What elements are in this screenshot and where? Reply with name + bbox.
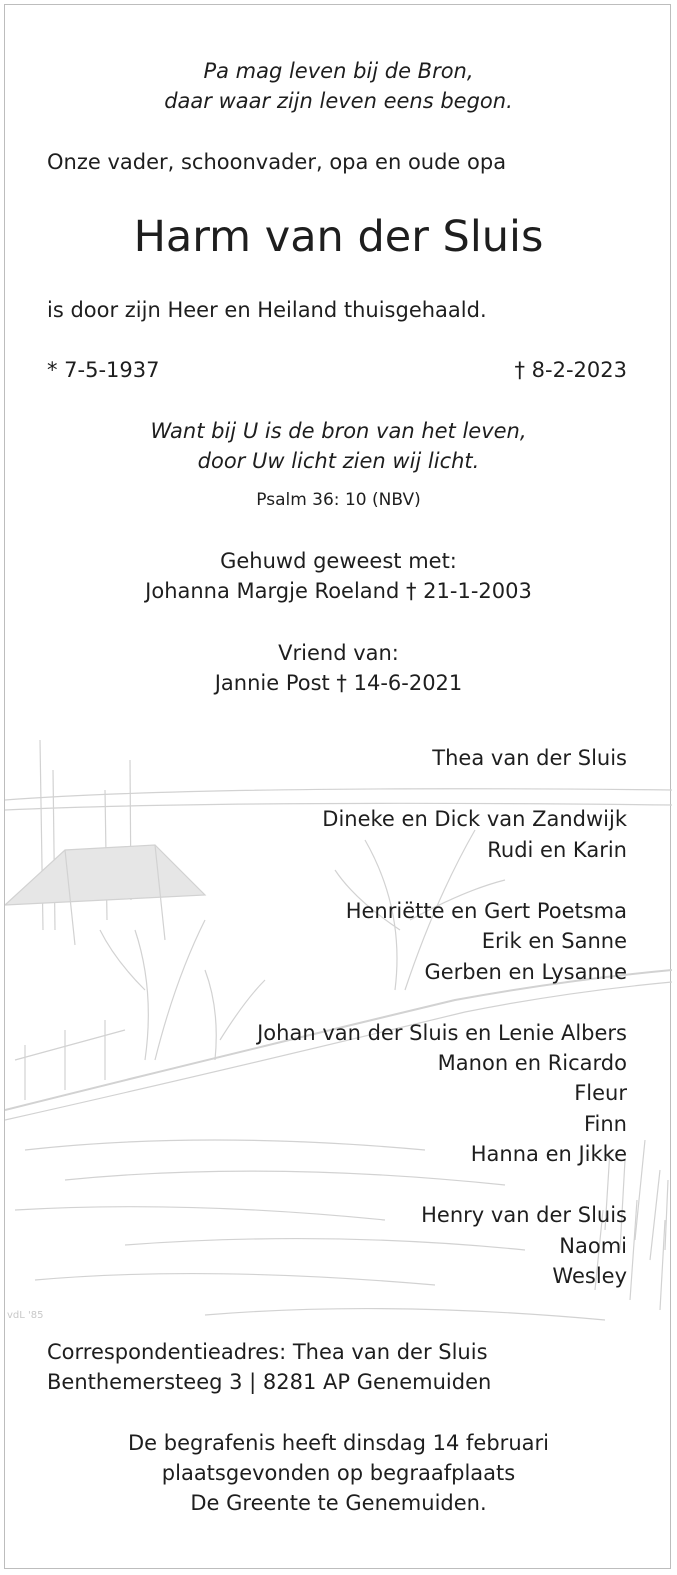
friend-label: Vriend van: (278, 641, 399, 665)
spouse-label: Gehuwd geweest met: (220, 549, 457, 573)
family-member: Dineke en Dick van Zandwijk (322, 807, 627, 831)
correspondence-line-1: Correspondentieadres: Thea van der Sluis (47, 1340, 488, 1364)
family-member: Wesley (552, 1264, 627, 1288)
spouse-name: Johanna Margje Roeland † 21-1-2003 (145, 579, 532, 603)
scripture-reference: Psalm 36: 10 (NBV) (256, 490, 421, 510)
family-member: Erik en Sanne (481, 929, 627, 953)
family-member: Thea van der Sluis (432, 746, 627, 770)
family-member: Manon en Ricardo (437, 1051, 627, 1075)
scripture-line-2: door Uw licht zien wij licht. (197, 449, 480, 473)
family-member: Henriëtte en Gert Poetsma (345, 899, 627, 923)
birth-date: * 7-5-1937 (47, 358, 160, 382)
intro-text: Onze vader, schoonvader, opa en oude opa (47, 150, 507, 174)
deceased-name: Harm van der Sluis (133, 212, 544, 262)
friend-name: Jannie Post † 14-6-2021 (214, 671, 463, 695)
family-member: Gerben en Lysanne (424, 960, 627, 984)
family-member: Fleur (574, 1081, 627, 1105)
opening-verse-line-1: Pa mag leven bij de Bron, (203, 59, 474, 83)
funeral-line-3: De Greente te Genemuiden. (190, 1491, 487, 1515)
family-member: Hanna en Jikke (470, 1142, 627, 1166)
scripture-line-1: Want bij U is de bron van het leven, (150, 419, 527, 443)
family-member: Henry van der Sluis (421, 1203, 627, 1227)
family-member: Finn (583, 1112, 627, 1136)
funeral-line-2: plaatsgevonden op begraafplaats (161, 1461, 516, 1485)
opening-verse-line-2: daar waar zijn leven eens begon. (164, 89, 513, 113)
family-member: Naomi (559, 1234, 627, 1258)
family-member: Rudi en Karin (487, 838, 627, 862)
artist-signature: vdL '85 (7, 1310, 44, 1321)
family-member: Johan van der Sluis en Lenie Albers (257, 1021, 627, 1045)
death-date: † 8-2-2023 (514, 358, 627, 382)
announcement-text: is door zijn Heer en Heiland thuisgehaald. (47, 298, 487, 322)
correspondence-line-2: Benthemersteeg 3 | 8281 AP Genemuiden (47, 1370, 492, 1394)
funeral-line-1: De begrafenis heeft dinsdag 14 februari (128, 1431, 549, 1455)
